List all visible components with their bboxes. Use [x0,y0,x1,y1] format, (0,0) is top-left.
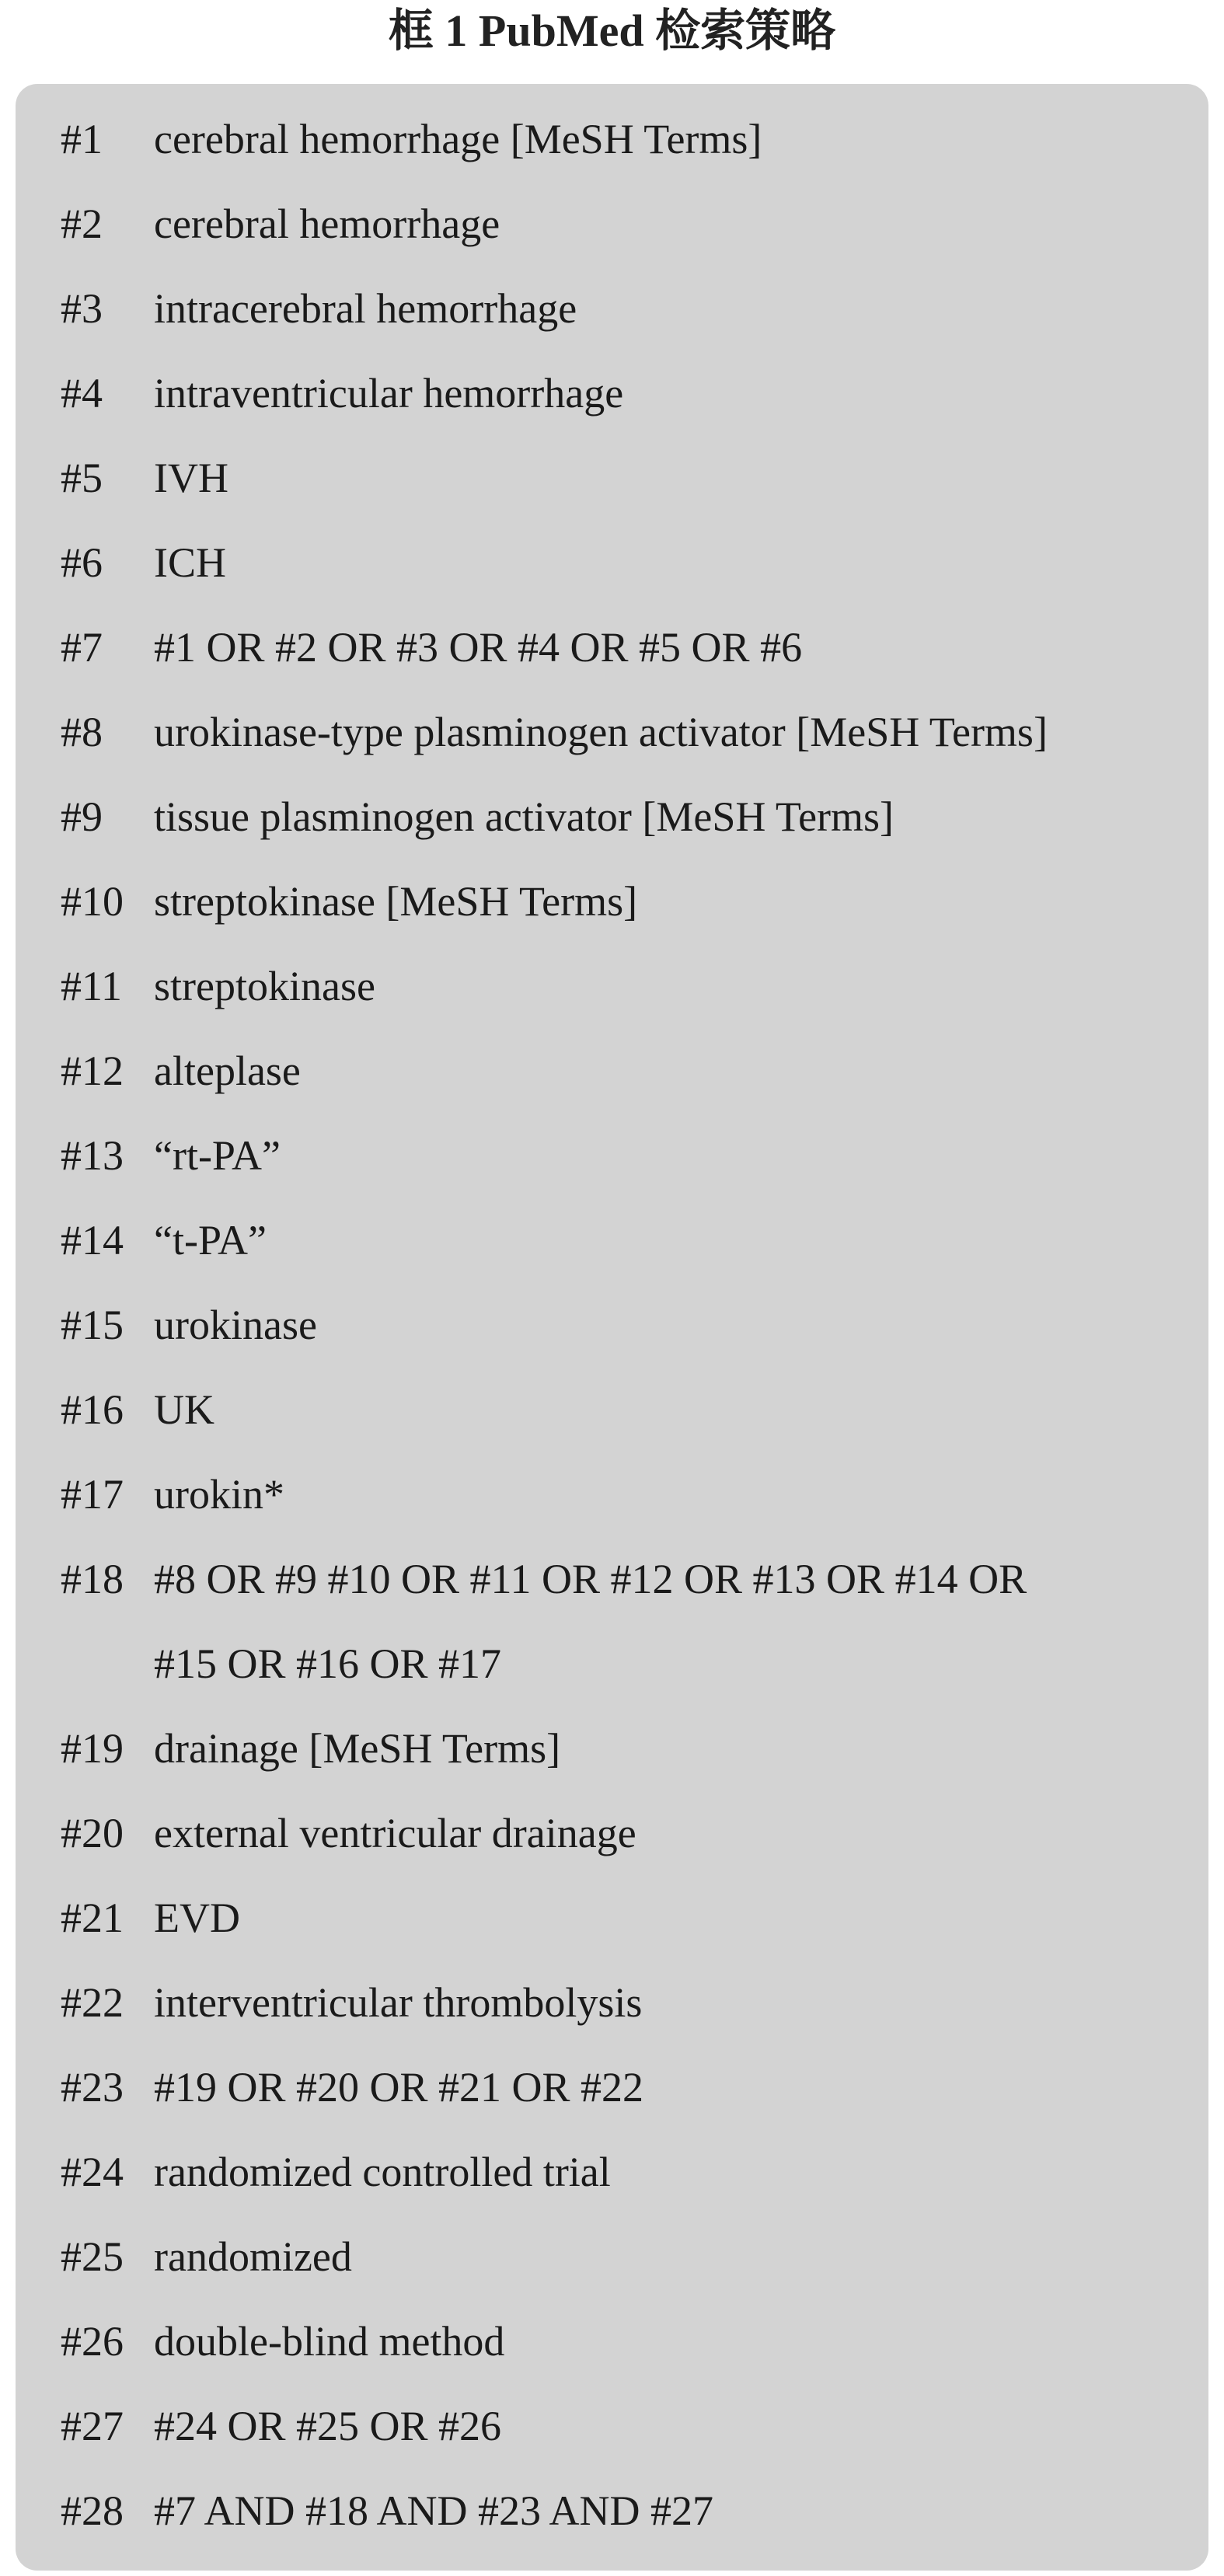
search-line-query: streptokinase [MeSH Terms] [154,878,638,925]
search-line-query: urokin* [154,1471,284,1518]
search-line-query: streptokinase [154,963,375,1009]
search-line [16,690,1208,775]
search-line-number: #20 [61,1810,124,1856]
search-line-query: cerebral hemorrhage [154,200,500,247]
search-line-number: #28 [61,2487,124,2534]
search-line-number: #14 [61,1217,124,1264]
search-line-number: #13 [61,1132,124,1179]
search-strategy-list [16,84,1208,2571]
search-line [16,1283,1208,1368]
search-line-query: #24 OR #25 OR #26 [154,2403,502,2449]
search-line [16,1876,1208,1961]
search-line-query: urokinase [154,1302,317,1348]
search-strategy-box [16,84,1208,2571]
search-line-query: #19 OR #20 OR #21 OR #22 [154,2064,644,2111]
search-line [16,2384,1208,2469]
search-line [16,267,1208,351]
search-line [16,2469,1208,2553]
search-line-query: double-blind method [154,2318,505,2365]
search-line-number: #8 [61,709,103,755]
search-line-query: EVD [154,1895,240,1941]
search-line [16,2299,1208,2384]
box-title-name: PubMed [478,5,644,56]
search-line [16,1198,1208,1283]
search-line-number: #7 [61,624,103,671]
search-line-query: “rt-PA” [154,1132,281,1179]
search-line-query: “t-PA” [154,1217,267,1264]
search-line [16,1029,1208,1114]
search-line-query: external ventricular drainage [154,1810,636,1856]
search-line-query: tissue plasminogen activator [MeSH Terms] [154,793,894,840]
search-line [16,2130,1208,2215]
search-line-query: alteplase [154,1047,301,1094]
search-line-number: #4 [61,370,103,417]
search-line [16,1961,1208,2045]
search-line [16,182,1208,267]
search-line-number: #3 [61,285,103,332]
search-line [16,1452,1208,1537]
search-line-number: #24 [61,2149,124,2195]
search-line [16,436,1208,521]
search-line-number: #1 [61,116,103,162]
search-line-number: #15 [61,1302,124,1348]
search-line-number: #9 [61,793,103,840]
search-line-query: randomized [154,2233,352,2280]
search-line [16,351,1208,436]
search-line-number: #11 [61,963,122,1009]
search-line-number: #2 [61,200,103,247]
search-line-number: #23 [61,2064,124,2111]
search-line [16,97,1208,182]
search-line [16,775,1208,859]
search-line-query: intraventricular hemorrhage [154,370,624,417]
search-line-query: interventricular thrombolysis [154,1979,643,2026]
search-line-query: randomized controlled trial [154,2149,611,2195]
search-line [16,944,1208,1029]
search-line [16,1537,1208,1687]
search-line-query: #1 OR #2 OR #3 OR #4 OR #5 OR #6 [154,624,803,671]
search-line-number: #10 [61,878,124,925]
search-line-query: urokinase-type plasminogen activator [MeSH Terms] [154,709,1048,755]
search-line [16,2215,1208,2299]
search-line-number: #6 [61,539,103,586]
search-line-query: ICH [154,539,226,586]
search-line [16,859,1208,944]
search-line-number: #21 [61,1895,124,1941]
search-line-number: #16 [61,1386,124,1433]
search-line-number: #22 [61,1979,124,2026]
search-line-number: #25 [61,2233,124,2280]
search-line [16,2045,1208,2130]
search-line-number: #26 [61,2318,124,2365]
search-line-query: IVH [154,455,228,501]
box-title-suffix: 检索策略 [655,5,836,56]
box-title [0,0,1224,62]
search-line-number: #5 [61,455,103,501]
search-line-number: #19 [61,1725,124,1772]
search-line-query: #8 OR #9 #10 OR #11 OR #12 OR #13 OR #14 OR #15 OR #16 OR #17 [154,1556,1027,1687]
search-line [16,521,1208,605]
search-line [16,1706,1208,1791]
search-line-number: #12 [61,1047,124,1094]
search-line [16,1114,1208,1198]
search-line-query: #7 AND #18 AND #23 AND #27 [154,2487,714,2534]
search-line-query: drainage [MeSH Terms] [154,1725,561,1772]
search-line-query: cerebral hemorrhage [MeSH Terms] [154,116,762,162]
search-line-number: #18 [61,1556,124,1602]
search-line-number: #17 [61,1471,124,1518]
box-title-label: 框 1 [388,5,468,56]
search-line-query: UK [154,1386,214,1433]
search-line [16,605,1208,690]
search-line-query: intracerebral hemorrhage [154,285,577,332]
search-line-number: #27 [61,2403,124,2449]
search-line [16,1791,1208,1876]
search-line [16,1368,1208,1452]
